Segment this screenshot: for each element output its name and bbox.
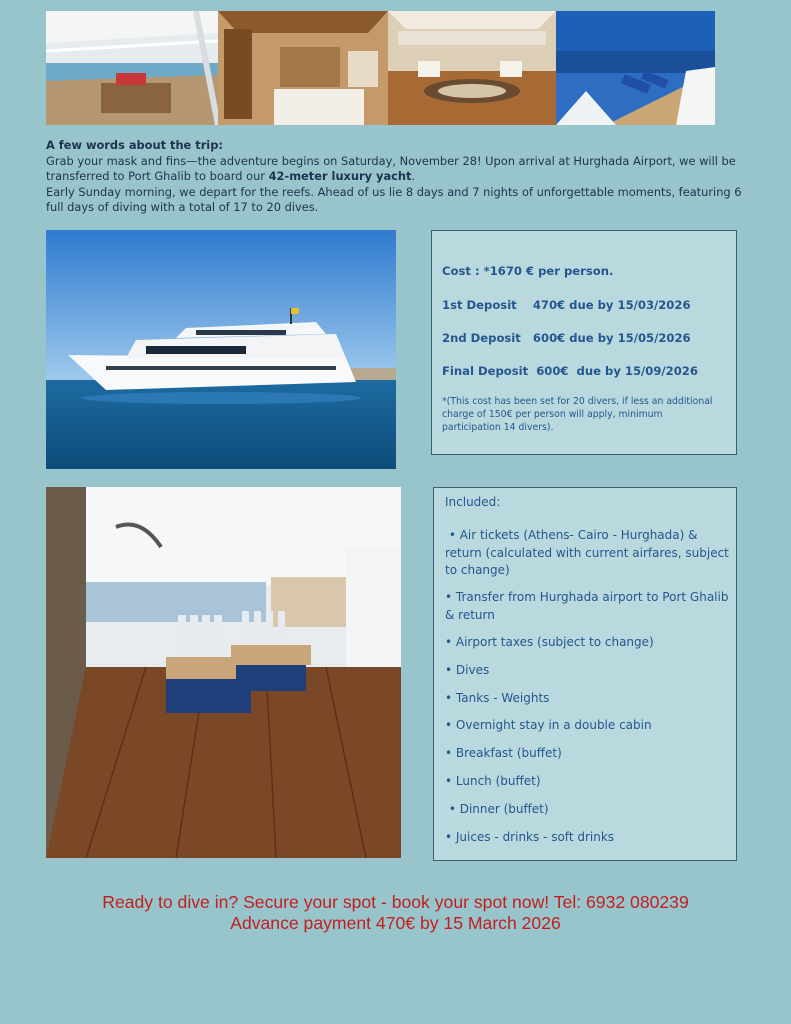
sundeck-lounge-photo xyxy=(46,11,218,125)
yacht-size: 42-meter luxury yacht xyxy=(268,169,412,184)
included-title: Included: xyxy=(445,495,501,509)
cabin-photo xyxy=(218,11,388,125)
salon-photo xyxy=(388,11,556,125)
intro-text: Grab your mask and fins—the adventure begins on Saturday, November 28! Upon arrival at Hurghada Airport, we will be transferred to Port Ghalib to board our xyxy=(46,153,736,184)
included-item: • Breakfast (buffet) xyxy=(445,746,562,760)
yacht-photo xyxy=(46,230,396,469)
dive-deck-photo xyxy=(46,487,401,858)
first-deposit: 1st Deposit 470€ due by 15/03/2026 xyxy=(442,298,691,312)
cost-per-person: Cost : *1670 € per person. xyxy=(442,264,614,278)
booking-call-to-action: Ready to dive in? Secure your spot - book your spot now! Tel: 6932 080239 xyxy=(102,892,689,912)
included-item: • Dinner (buffet) xyxy=(445,802,549,816)
intro-heading: A few words about the trip: xyxy=(46,138,223,152)
included-box xyxy=(433,487,737,861)
cost-note: *(This cost has been set for 20 divers, if less an additional charge of 150€ per person will apply, minimum participation 14 divers). xyxy=(442,396,713,434)
included-item: • Air tickets (Athens- Cairo - Hurghada) & return (calculated with current airfares, subject to change) xyxy=(445,528,733,577)
advance-payment-note: Advance payment 470€ by 15 March 2026 xyxy=(230,913,561,933)
cost-box xyxy=(431,230,737,455)
included-item: • Tanks - Weights xyxy=(445,691,550,705)
intro-paragraph-2: Early Sunday morning, we depart for the reefs. Ahead of us lie 8 days and 7 nights of unforgettable moments, featuring 6 full days of diving with a total of 17 to 20 dives. xyxy=(46,184,742,215)
second-deposit: 2nd Deposit 600€ due by 15/05/2026 xyxy=(442,331,691,345)
bow-deck-photo xyxy=(556,11,715,125)
included-item: • Transfer from Hurghada airport to Port Ghalib & return xyxy=(445,590,729,622)
trip-intro xyxy=(46,138,746,216)
included-item: • Lunch (buffet) xyxy=(445,774,541,788)
included-item: • Airport taxes (subject to change) xyxy=(445,635,654,649)
intro-paragraph-1 xyxy=(46,154,746,185)
included-item: • Juices - drinks - soft drinks xyxy=(445,830,615,844)
included-item: • Dives xyxy=(445,663,490,677)
included-item: • Overnight stay in a double cabin xyxy=(445,718,652,732)
intro-period: . xyxy=(411,169,416,184)
final-deposit: Final Deposit 600€ due by 15/09/2026 xyxy=(442,364,698,378)
